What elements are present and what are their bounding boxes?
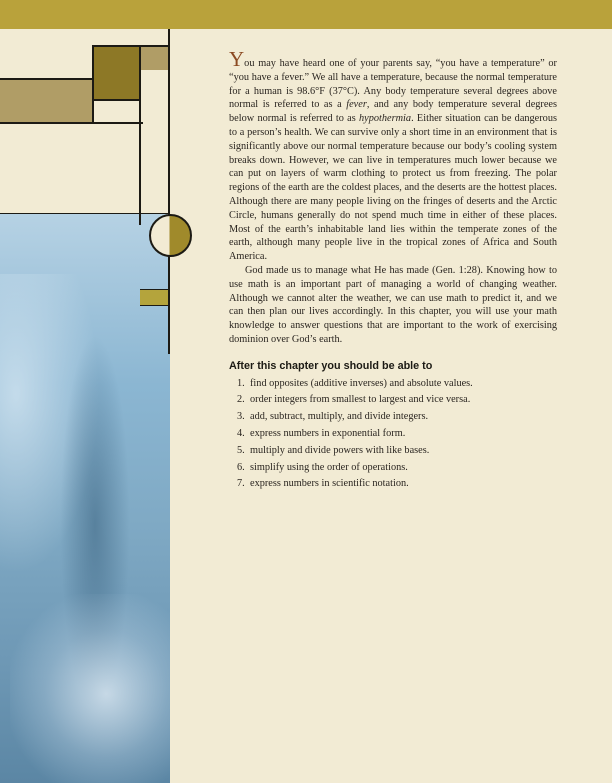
objective-item: 5. multiply and divide powers with like bases. (237, 444, 430, 456)
objective-item: 7. express numbers in scientific notation. (237, 478, 409, 490)
intro-paragraph-1: You may have heard one of your parents say, “you have a temperature” or “you have a fever.” We all have a temperature, because the normal temperature for a human is 98.6°F (37°C). Any body temperature several degrees above normal is referred to as a fever, and any body temperature several degrees below normal is referred to as hypothermia. Either situation can be dangerous to a person’s health. We can survive only a short time in an environment that is significantly above our normal temperature because our body’s cooling system breaks down. However, we can live in temperatures much lower because we can put on layers of warm clothing to protect us from freezing. The polar regions of the earth are the coldest places, and the deserts are the hottest places. Although there are many people living on the fringes of deserts and the Arctic Circle, humans generally do not spend much time in either of these places. Most of the earth’s inhabitable land lies within the temperate zones of the earth, although many people live in the tropical zones of Africa and South America. (229, 47, 557, 263)
objectives-heading: After this chapter you should be able to (229, 359, 433, 372)
decor-line-mid (0, 78, 93, 80)
decor-square-olive (93, 47, 140, 100)
decor-line-square-left (92, 45, 94, 124)
decor-bar-olive (140, 290, 169, 305)
objectives-list (229, 377, 557, 491)
main-text-column (229, 47, 557, 494)
decor-line-inner-vertical (139, 45, 141, 225)
decor-line-square-bottom (93, 99, 140, 101)
drop-cap: Y (229, 47, 245, 71)
term-fever: fever (346, 99, 367, 111)
decor-line-long (0, 122, 143, 124)
decor-line-bar-bottom (140, 305, 169, 306)
objective-item: 3. add, subtract, multiply, and divide integers. (237, 411, 429, 423)
decor-rect-small (140, 47, 169, 70)
decor-line-top (93, 45, 169, 47)
objective-item: 2. order integers from smallest to largest and vice versa. (237, 394, 471, 406)
decor-rect-large (0, 80, 93, 122)
top-color-band (0, 0, 612, 29)
decor-line-bar-top (140, 289, 169, 290)
objective-item: 1. find opposites (additive inverses) and absolute values. (237, 377, 473, 389)
decor-line-vertical (168, 29, 170, 354)
decor-circle (149, 214, 192, 257)
objective-item: 6. simplify using the order of operations. (237, 461, 408, 473)
term-hypothermia: hypothermia (359, 113, 412, 125)
photo-frost-patch (10, 594, 170, 783)
objective-item: 4. express numbers in exponential form. (237, 427, 406, 439)
decor-line-photo-top (0, 213, 170, 214)
intro-paragraph-2: God made us to manage what He has made (Gen. 1:28). Knowing how to use math is an important part of managing a world of changing weather. Although we cannot alter the weather, we can use math to predict it, and we can then plan our lives accordingly. In this chapter, you will use your math knowledge to answer questions that are important to the work of exercising dominion over God’s earth. (229, 264, 557, 345)
